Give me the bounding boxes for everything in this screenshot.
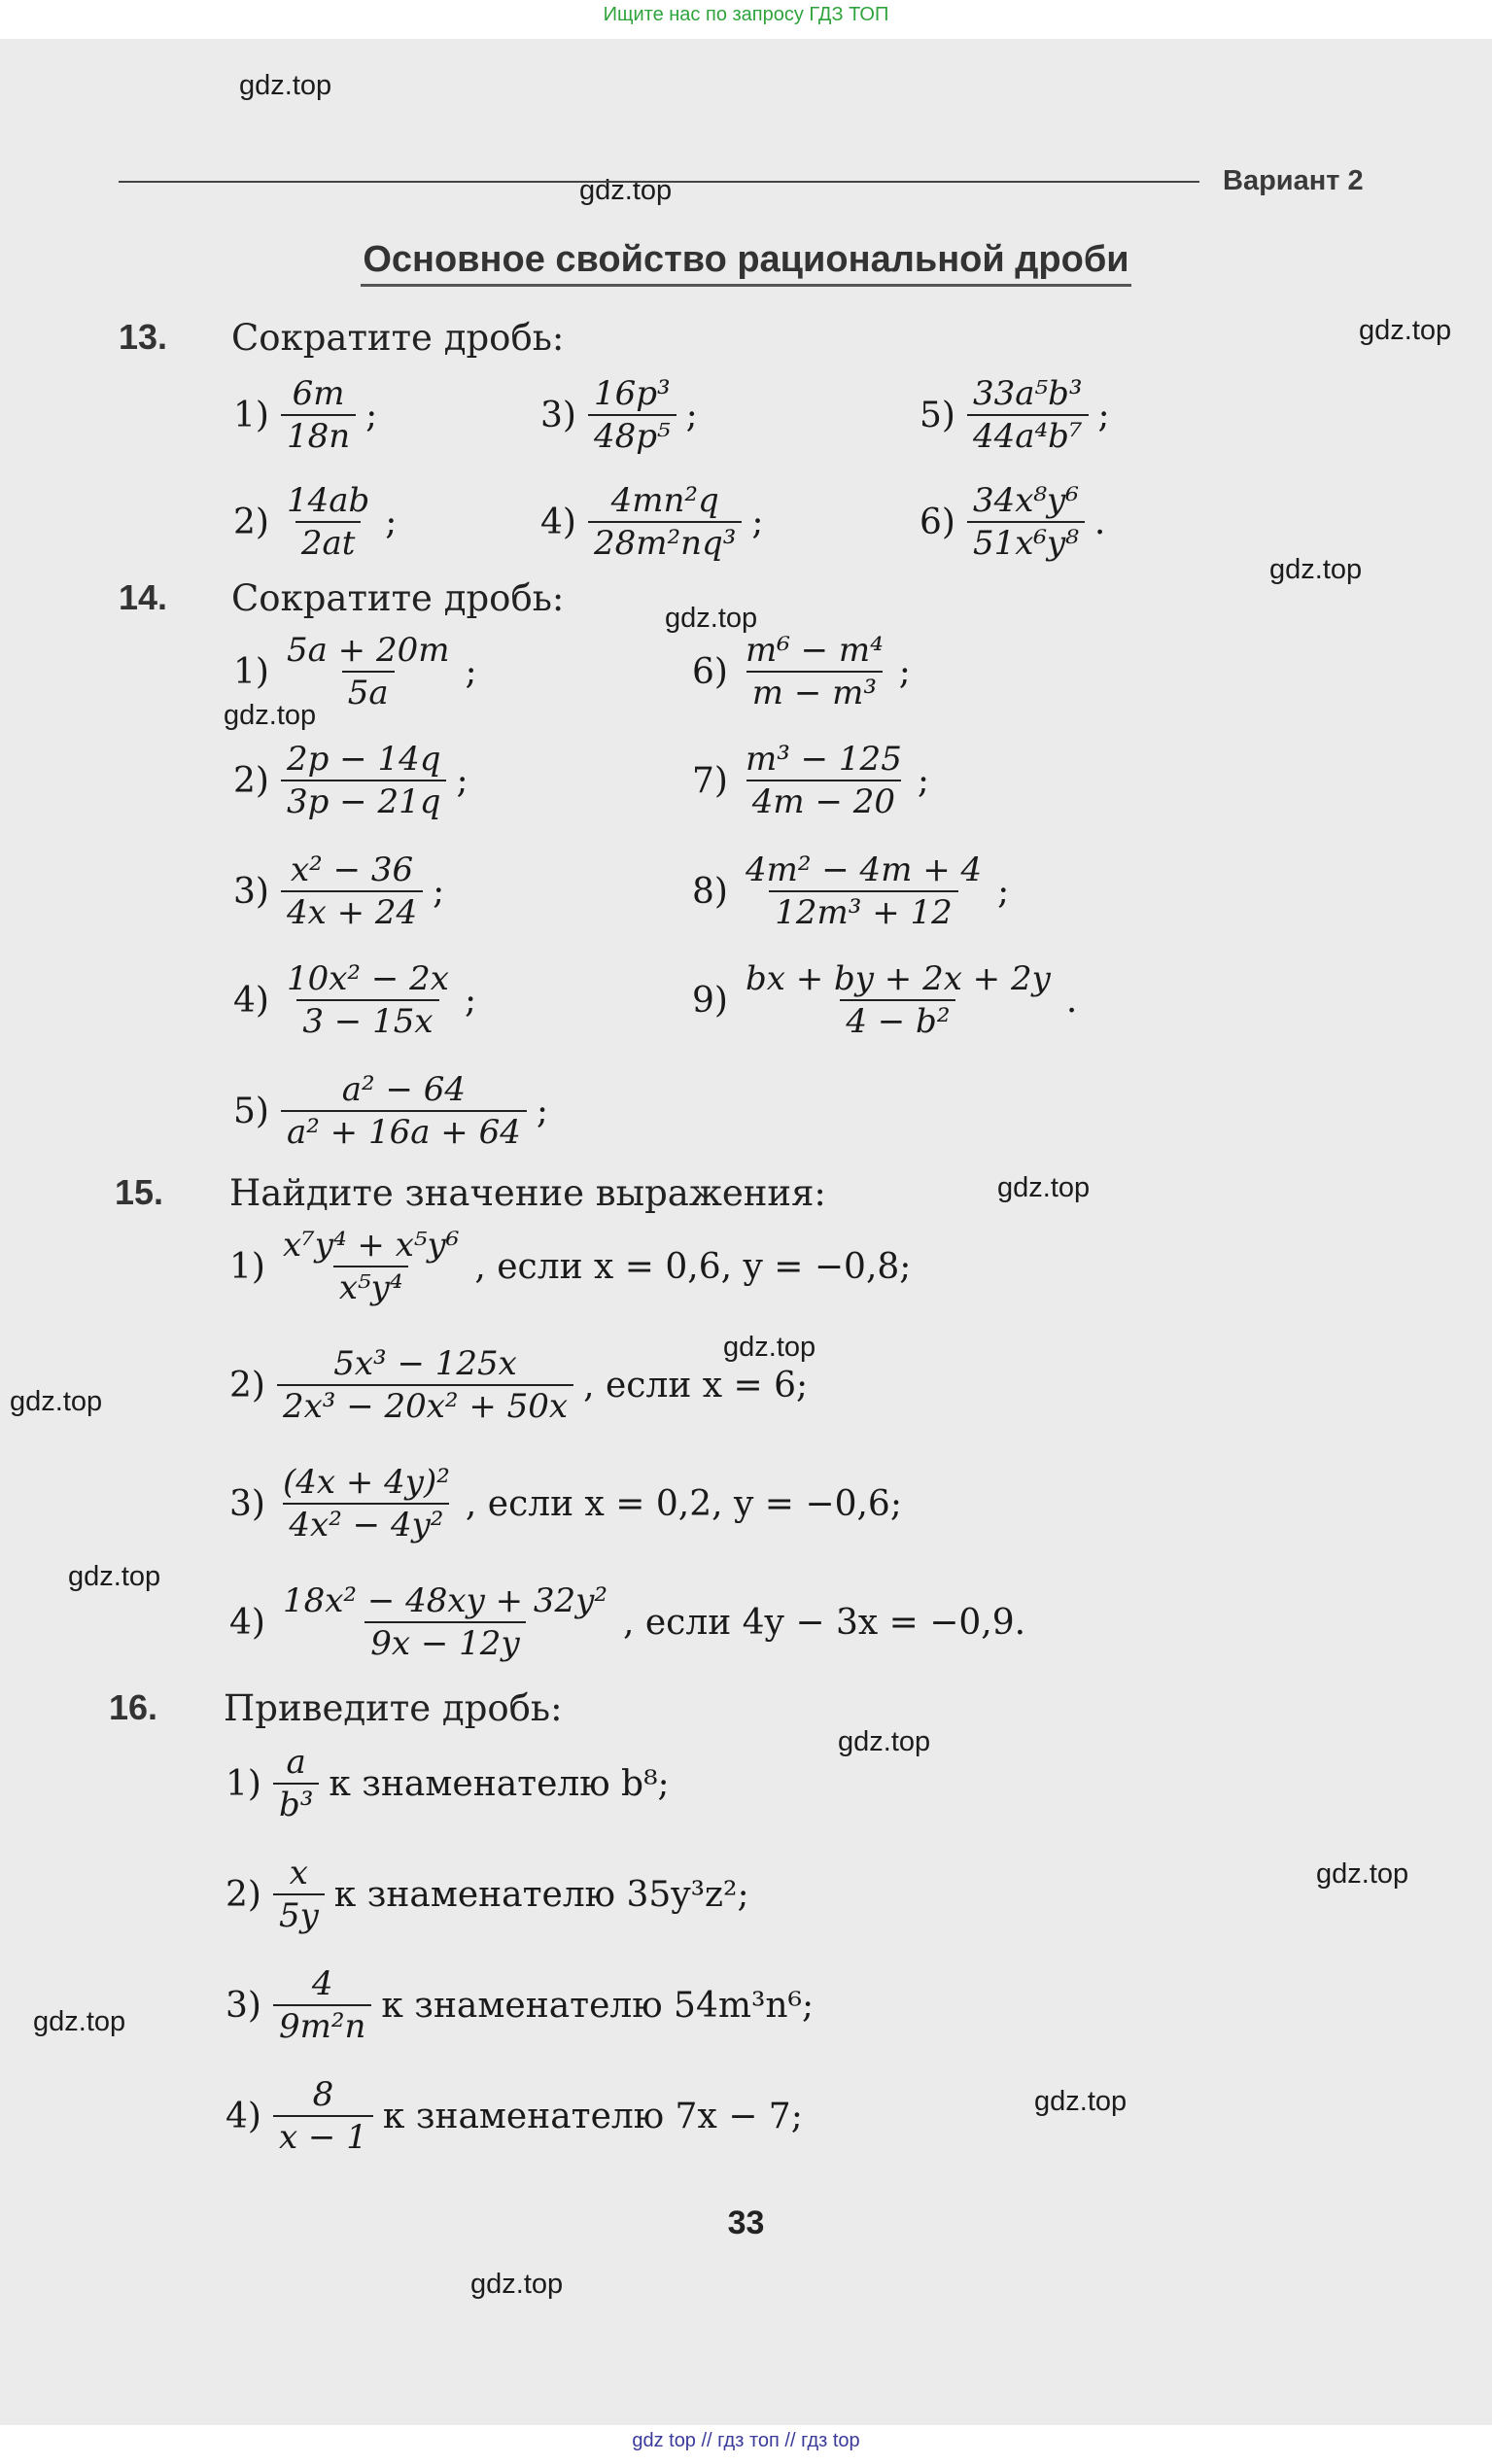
numerator: m⁶ − m⁴: [745, 631, 884, 670]
numerator: 4: [311, 1964, 333, 2003]
exercise-item: [229, 1582, 1025, 1662]
denominator: 9m²n: [273, 2004, 371, 2045]
fraction: [273, 1744, 319, 1823]
section-title: [0, 239, 1492, 281]
item-label: 6): [919, 502, 955, 542]
numerator: 8: [312, 2075, 334, 2114]
denominator: 5a: [342, 671, 395, 711]
fraction: [277, 1345, 573, 1425]
denominator: x − 1: [273, 2115, 373, 2156]
item-label: 2): [229, 1365, 265, 1406]
item-tail: к знаменателю b⁸;: [329, 1763, 670, 1804]
denominator: 5y: [273, 1893, 325, 1934]
fraction: [281, 632, 456, 711]
exercise-item: [692, 741, 929, 820]
item-label: 6): [692, 651, 728, 692]
exercise-item: [226, 2076, 803, 2156]
watermark: gdz.top: [1034, 2086, 1128, 2117]
exercise-item: [540, 375, 698, 455]
task-instruction: Найдите значение выражения:: [229, 1172, 826, 1214]
denominator: 4x + 24: [281, 890, 423, 931]
item-label: 1): [229, 1246, 265, 1287]
denominator: b³: [273, 1783, 319, 1823]
watermark: gdz.top: [665, 603, 758, 634]
fraction: [277, 1582, 613, 1662]
fraction: [740, 960, 1057, 1040]
exercise-item: [229, 1464, 902, 1544]
item-tail: ;: [465, 651, 477, 692]
top-banner[interactable]: Ищите нас по запросу ГДЗ ТОП: [603, 4, 889, 25]
item-label: 2): [233, 502, 269, 542]
fraction: [967, 482, 1085, 562]
item-tail: ;: [433, 871, 445, 912]
exercise-item: [692, 851, 1009, 931]
denominator: 4x² − 4y²: [283, 1503, 449, 1544]
item-tail: ;: [456, 760, 468, 801]
denominator: 51x⁶y⁸: [967, 521, 1085, 562]
denominator: m − m³: [746, 671, 883, 711]
item-label: 7): [692, 760, 728, 801]
exercise-item: [226, 1744, 670, 1823]
numerator: 4m² − 4m + 4: [745, 850, 983, 889]
exercise-item: [233, 375, 377, 455]
numerator: x: [289, 1854, 308, 1892]
denominator: a² + 16a + 64: [281, 1110, 527, 1151]
item-label: 2): [233, 760, 269, 801]
numerator: 14ab: [286, 481, 370, 520]
exercise-item: [919, 375, 1110, 455]
fraction: [273, 2076, 373, 2156]
item-tail: к знаменателю 7x − 7;: [382, 2096, 803, 2136]
numerator: x² − 36: [290, 850, 414, 889]
numerator: 33a⁵b³: [972, 374, 1083, 413]
exercise-item: [226, 1855, 749, 1934]
item-tail: ;: [685, 395, 698, 435]
fraction: [273, 1965, 371, 2045]
fraction: [277, 1227, 465, 1306]
item-tail: , если 4y − 3x = −0,9.: [622, 1602, 1026, 1643]
fraction: [281, 741, 447, 820]
watermark: gdz.top: [224, 700, 317, 731]
denominator: 9x − 12y: [364, 1621, 525, 1662]
fraction: [273, 1855, 325, 1934]
numerator: 16p³: [593, 374, 671, 413]
item-label: 1): [233, 651, 269, 692]
item-label: 5): [919, 395, 955, 435]
fraction: [740, 851, 988, 931]
task-number: 15.: [115, 1172, 164, 1212]
item-tail: ;: [917, 760, 929, 801]
numerator: a² − 64: [341, 1070, 467, 1109]
watermark: gdz.top: [239, 70, 332, 101]
fraction: [588, 375, 677, 455]
task-instruction: Сократите дробь:: [231, 577, 565, 619]
exercise-item: [226, 1965, 814, 2045]
task-number: 16.: [109, 1687, 158, 1727]
task-instruction: Сократите дробь:: [231, 317, 565, 359]
denominator: 3 − 15x: [296, 999, 438, 1040]
exercise-item: [229, 1227, 911, 1306]
item-label: 3): [233, 871, 269, 912]
item-tail: , если x = 6;: [583, 1365, 809, 1406]
fraction: [281, 482, 375, 562]
watermark: gdz.top: [33, 2006, 126, 2037]
item-tail: , если x = 0,6, y = −0,8;: [474, 1246, 912, 1287]
task-instruction: Приведите дробь:: [224, 1687, 563, 1729]
exercise-item: [233, 741, 468, 820]
header-rule: [119, 181, 1199, 183]
item-label: 1): [233, 395, 269, 435]
denominator: 3p − 21q: [281, 780, 447, 820]
watermark: gdz.top: [1359, 315, 1452, 346]
item-label: 4): [229, 1602, 265, 1643]
item-label: 9): [692, 980, 728, 1021]
denominator: 4m − 20: [746, 780, 901, 820]
numerator: m³ − 125: [745, 740, 902, 779]
item-tail: ;: [536, 1091, 548, 1131]
fraction: [277, 1464, 456, 1544]
fraction: [967, 375, 1089, 455]
item-tail: ;: [997, 871, 1010, 912]
item-tail: .: [1065, 980, 1078, 1021]
variant-label: Вариант 2: [1223, 165, 1364, 196]
numerator: 10x² − 2x: [286, 959, 449, 998]
exercise-item: [233, 1071, 548, 1151]
item-label: 8): [692, 871, 728, 912]
item-tail: , если x = 0,2, y = −0,6;: [465, 1483, 902, 1524]
exercise-item: [233, 482, 397, 562]
item-tail: ;: [1097, 395, 1110, 435]
exercise-item: [233, 851, 444, 931]
item-label: 1): [226, 1763, 261, 1804]
denominator: 18n: [281, 414, 356, 455]
item-label: 2): [226, 1874, 261, 1915]
watermark: gdz.top: [10, 1386, 103, 1417]
item-label: 5): [233, 1091, 269, 1131]
watermark: gdz.top: [1316, 1858, 1409, 1890]
numerator: 34x⁸y⁶: [972, 481, 1079, 520]
exercise-item: [919, 482, 1105, 562]
numerator: 4mn²q: [610, 481, 719, 520]
fraction: [281, 851, 423, 931]
numerator: 18x² − 48xy + 32y²: [282, 1581, 607, 1620]
task-number: 14.: [119, 577, 168, 617]
numerator: x⁷y⁴ + x⁵y⁶: [282, 1226, 460, 1265]
denominator: x⁵y⁴: [333, 1266, 409, 1306]
numerator: 5a + 20m: [286, 631, 450, 670]
watermark: gdz.top: [997, 1172, 1091, 1203]
fraction: [281, 375, 356, 455]
item-tail: .: [1093, 502, 1106, 542]
watermark: gdz.top: [838, 1726, 931, 1757]
numerator: (4x + 4y)²: [282, 1463, 450, 1502]
item-label: 3): [540, 395, 576, 435]
bottom-banner[interactable]: gdz top // гдз топ // гдз top: [632, 2430, 860, 2451]
denominator: 2x³ − 20x² + 50x: [277, 1384, 573, 1425]
item-tail: ;: [365, 395, 378, 435]
item-tail: ;: [464, 980, 477, 1021]
watermark: gdz.top: [1269, 554, 1363, 585]
denominator: 12m³ + 12: [769, 890, 958, 931]
denominator: 28m²nq³: [588, 521, 742, 562]
item-label: 4): [226, 2096, 261, 2136]
numerator: a: [286, 1743, 306, 1782]
numerator: 5x³ − 125x: [333, 1344, 517, 1383]
item-label: 3): [226, 1985, 261, 2026]
watermark: gdz.top: [579, 175, 673, 206]
exercise-item: [233, 960, 476, 1040]
exercise-item: [692, 632, 911, 711]
exercise-item: [692, 960, 1077, 1040]
task-number: 13.: [119, 317, 168, 357]
exercise-item: [233, 632, 477, 711]
numerator: 2p − 14q: [286, 740, 441, 779]
watermark: gdz.top: [723, 1332, 816, 1363]
item-tail: ;: [751, 502, 764, 542]
exercise-item: [229, 1345, 808, 1425]
item-tail: ;: [898, 651, 911, 692]
exercise-item: [540, 482, 764, 562]
item-tail: к знаменателю 54m³n⁶;: [381, 1985, 815, 2026]
denominator: 2at: [295, 521, 362, 562]
item-label: 3): [229, 1483, 265, 1524]
fraction: [740, 741, 908, 820]
section-title-text: Основное свойство рациональной дроби: [361, 239, 1130, 287]
fraction: [740, 632, 889, 711]
watermark: gdz.top: [68, 1561, 161, 1592]
denominator: 4 − b²: [840, 999, 955, 1040]
numerator: 6m: [292, 374, 345, 413]
fraction: [588, 482, 742, 562]
fraction: [281, 1071, 527, 1151]
denominator: 44a⁴b⁷: [967, 414, 1089, 455]
item-tail: ;: [385, 502, 398, 542]
fraction: [281, 960, 455, 1040]
item-label: 4): [233, 980, 269, 1021]
page-number: 33: [727, 2204, 765, 2241]
item-tail: к знаменателю 35y³z²;: [333, 1874, 749, 1915]
item-label: 4): [540, 502, 576, 542]
watermark: gdz.top: [470, 2269, 564, 2300]
denominator: 48p⁵: [588, 414, 677, 455]
numerator: bx + by + 2x + 2y: [745, 959, 1051, 998]
